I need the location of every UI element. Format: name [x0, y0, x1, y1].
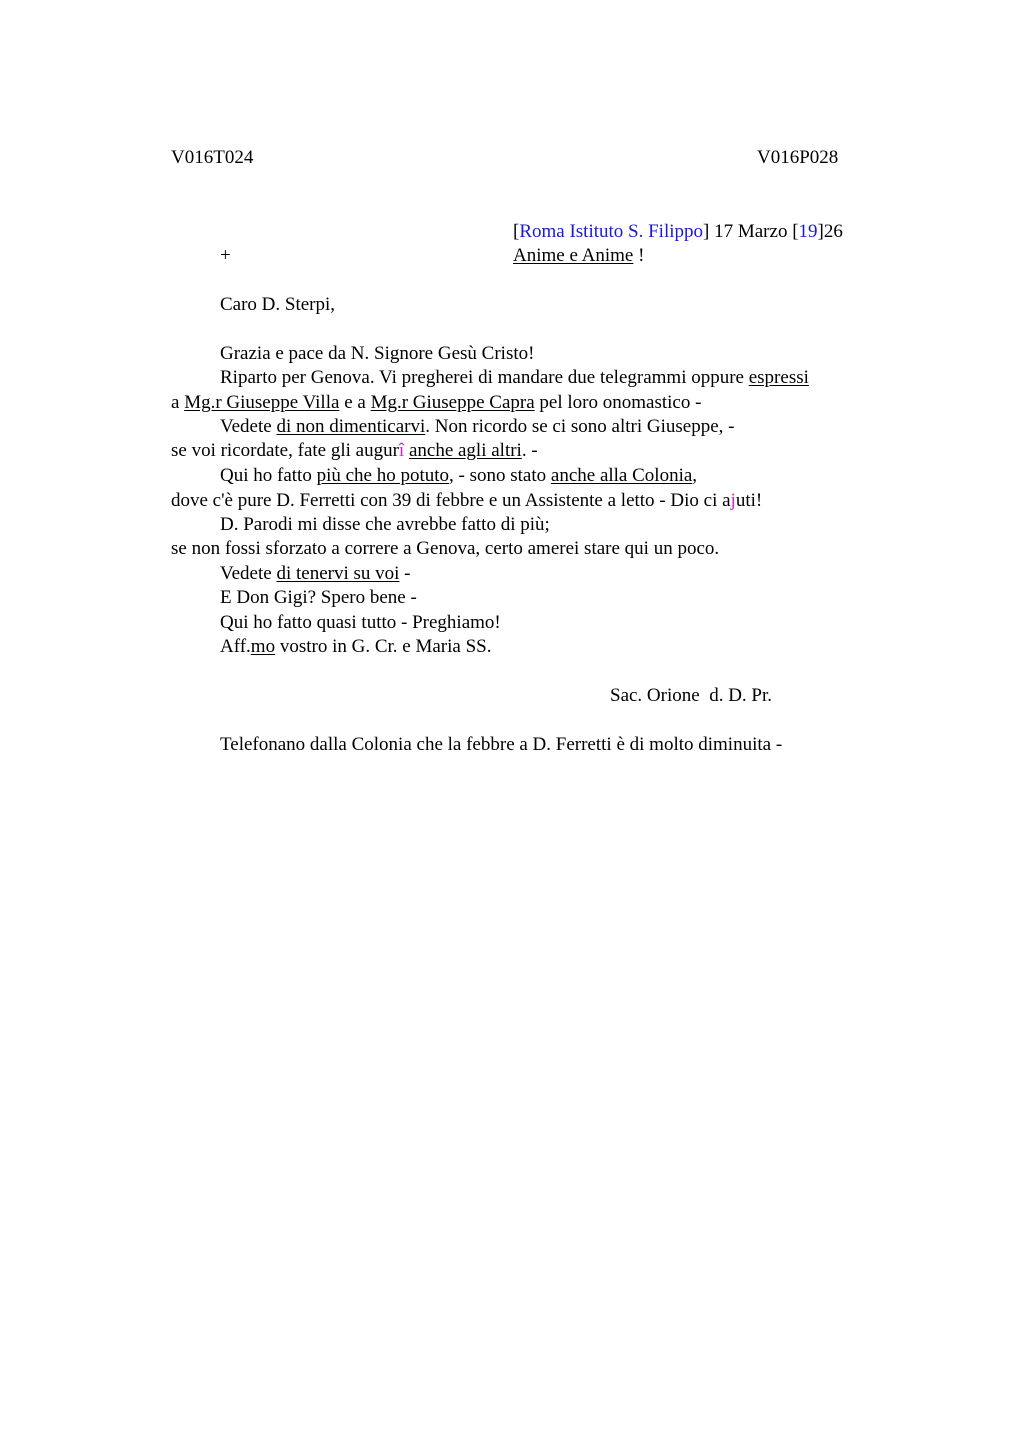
body-line-7	[171, 489, 762, 513]
text-run: e a	[339, 392, 371, 413]
highlighted-char: j	[730, 490, 736, 511]
body-line-8: D. Parodi mi disse che avrebbe fatto di più;	[220, 514, 550, 535]
body-line-1: Grazia e pace da N. Signore Gesù Cristo!	[220, 343, 535, 364]
text-run: . Non ricordo se ci sono altri Giuseppe, -	[425, 416, 735, 437]
text-run: Aff.	[220, 636, 251, 657]
document-code-right: V016P028	[757, 147, 839, 168]
salutation: Caro D. Sterpi,	[220, 294, 336, 315]
text-run: a	[171, 392, 185, 413]
text-run: dove c'è pure D. Ferretti con 39 di febbre e un Assistente a letto - Dio ci a	[171, 490, 731, 511]
underlined-run: mo	[250, 636, 276, 657]
motto-text: Anime e Anime	[513, 245, 634, 266]
cross-mark: +	[220, 245, 231, 266]
signature: Sac. Orione d. D. Pr.	[610, 685, 773, 706]
document-code-left: V016T024	[171, 147, 254, 168]
closing-line	[220, 635, 491, 659]
dateline-year-suffix: ]26	[817, 221, 843, 242]
dateline	[513, 220, 843, 244]
body-line-12: Qui ho fatto quasi tutto - Preghiamo!	[220, 612, 501, 633]
text-run: se voi ricordate, fate gli augur	[171, 440, 399, 461]
body-line-10	[220, 562, 410, 586]
text-run: Vedete	[220, 416, 277, 437]
underlined-run: Mg.r Giuseppe Capra	[370, 392, 535, 413]
body-line-2	[220, 366, 809, 390]
text-run: vostro in G. Cr. e Maria SS.	[275, 636, 492, 657]
underlined-run: di non dimenticarvi	[276, 416, 426, 437]
text-run: ,	[692, 465, 698, 486]
body-line-11: E Don Gigi? Spero bene -	[220, 587, 417, 608]
dateline-bracket-close: ]	[703, 221, 710, 242]
text-run: . -	[521, 440, 538, 461]
dateline-place: Roma Istituto S. Filippo	[519, 221, 704, 242]
dateline-year-prefix: 19	[798, 221, 818, 242]
underlined-run: espressi	[748, 367, 809, 388]
underlined-run: Mg.r Giuseppe Villa	[184, 392, 340, 413]
text-run: , - sono stato	[449, 465, 551, 486]
body-line-9: se non fossi sforzato a correre a Genova, certo amerei stare qui un poco.	[171, 538, 720, 559]
underlined-run: anche agli altri	[408, 440, 522, 461]
text-run: uti!	[735, 490, 763, 511]
body-line-3	[171, 391, 701, 415]
dateline-date: 17 Marzo [	[709, 221, 799, 242]
text-run: Vedete	[220, 563, 277, 584]
underlined-run: più che ho potuto	[316, 465, 450, 486]
text-run: Qui ho fatto	[220, 465, 317, 486]
dateline-bracket-open: [	[513, 221, 520, 242]
body-line-5	[171, 439, 538, 463]
motto-end: !	[633, 245, 645, 266]
underlined-run: anche alla Colonia	[550, 465, 693, 486]
postscript: Telefonano dalla Colonia che la febbre a D. Ferretti è di molto diminuita -	[220, 734, 783, 755]
body-line-4	[220, 415, 734, 439]
body-line-6	[220, 464, 697, 488]
text-run: -	[399, 563, 411, 584]
text-run: pel loro onomastico -	[534, 392, 702, 413]
underlined-run: di tenervi su voi	[276, 563, 400, 584]
text-run: Riparto per Genova. Vi pregherei di mandare due telegrammi oppure	[220, 367, 749, 388]
motto	[513, 244, 644, 268]
highlighted-char: î	[398, 440, 405, 461]
